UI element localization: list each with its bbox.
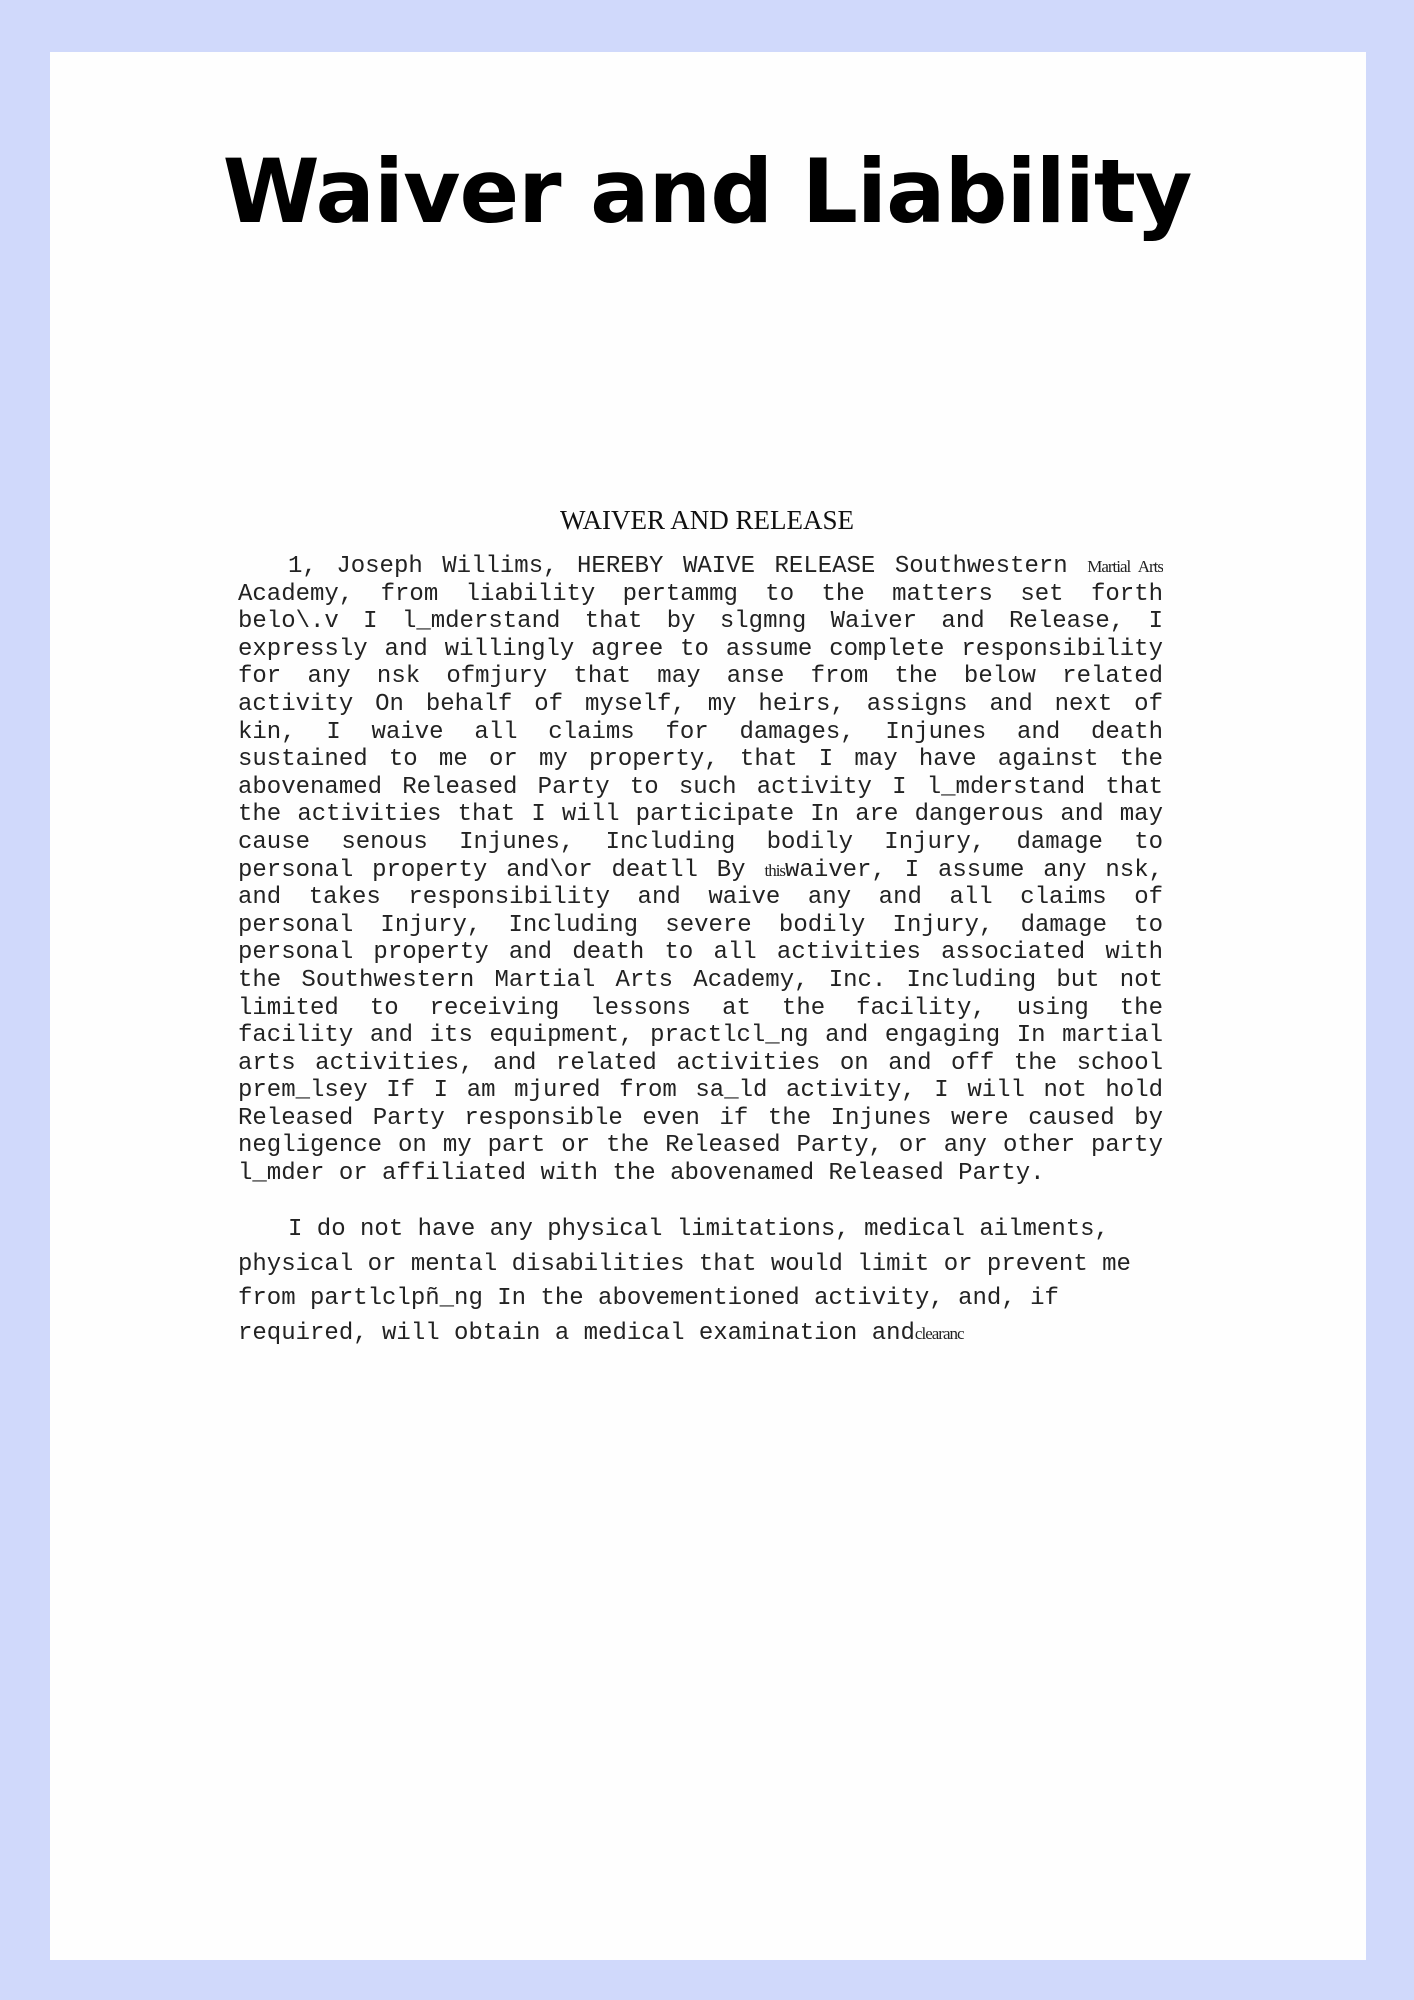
text-segment: I do not have any physical limitations, medical ailments, [288, 1216, 1109, 1243]
text-segment: kin, I waive all claims for damages, Injunes and death [238, 718, 1163, 746]
text-segment: l_mder or affiliated with the abovenamed Released Party. [238, 1160, 1045, 1188]
text-segment: belo\.v I l_mderstand that by slgmng Waiver and Release, I [238, 608, 1163, 636]
text-segment: negligence on my part or the Released Party, or any other party [238, 1132, 1163, 1160]
text-line [238, 857, 1163, 885]
text-line [238, 746, 1163, 774]
text-line [238, 719, 1163, 747]
text-line [238, 1132, 1163, 1160]
text-segment: waiver, I assume any nsk, [785, 856, 1163, 884]
text-segment: this [764, 860, 786, 880]
text-segment: for any nsk ofmjury that may anse from the below related [238, 663, 1163, 691]
medical-paragraph [238, 1213, 1163, 1352]
text-line [238, 636, 1163, 664]
text-segment: prem_lsey If I am mjured from sa_ld activity, I will not hold [238, 1077, 1163, 1105]
text-segment: activity On behalf of myself, my heirs, assigns and next of [238, 690, 1163, 718]
text-segment: clearanc [914, 1324, 964, 1344]
text-segment: personal property and death to all activities associated with [238, 939, 1163, 967]
text-segment: abovenamed Released Party to such activity I l_mderstand that [238, 773, 1163, 801]
text-line [238, 939, 1163, 967]
text-segment: sustained to me or my property, that I may have against the [238, 746, 1163, 774]
text-line [238, 829, 1163, 857]
text-segment: required, will obtain a medical examination and [238, 1320, 915, 1348]
text-line [238, 553, 1163, 581]
text-line [238, 581, 1163, 609]
text-line [238, 995, 1163, 1023]
text-line [238, 1282, 1163, 1317]
text-segment: Academy, from liability pertammg to the matters set forth [238, 580, 1163, 608]
text-segment: from partlclpñ_ng In the abovementioned activity, and, if [238, 1285, 1059, 1313]
text-segment: limited to receiving lessons at the facility, using the [238, 994, 1163, 1022]
text-segment: the activities that I will participate In are dangerous and may [238, 801, 1163, 829]
text-segment: personal property and\or deatll By [238, 856, 765, 884]
text-segment: arts activities, and related activities on and off the school [238, 1049, 1163, 1077]
text-line [238, 1022, 1163, 1050]
page-title: Waiver and Liability [222, 140, 1192, 243]
text-segment: and takes responsibility and waive any and all claims of [238, 884, 1163, 912]
text-line [238, 663, 1163, 691]
text-line [238, 1317, 1163, 1352]
text-segment: facility and its equipment, practlcl_ng and engaging In martial [238, 1022, 1163, 1050]
text-line [238, 967, 1163, 995]
text-line [238, 1050, 1163, 1078]
text-line [238, 774, 1163, 802]
text-line [238, 801, 1163, 829]
text-segment: cause senous Injunes, Including bodily Injury, damage to [238, 828, 1163, 856]
text-segment: personal Injury, Including severe bodily Injury, damage to [238, 911, 1163, 939]
text-segment: Released Party responsible even if the Injunes were caused by [238, 1104, 1163, 1132]
text-segment: 1, Joseph Willims, HEREBY WAIVE RELEASE Southwestern [288, 553, 1088, 580]
text-line [238, 691, 1163, 719]
text-line [238, 1213, 1163, 1248]
text-segment: physical or mental disabilities that would limit or prevent me [238, 1250, 1131, 1278]
text-line [238, 1077, 1163, 1105]
text-segment: Martial Arts [1087, 557, 1163, 576]
text-line [238, 1160, 1163, 1188]
waiver-paragraph [238, 553, 1163, 1188]
text-line [238, 884, 1163, 912]
text-line [238, 1105, 1163, 1133]
text-segment: the Southwestern Martial Arts Academy, Inc. Including but not [238, 966, 1163, 994]
document-heading: WAIVER AND RELEASE [560, 505, 854, 535]
text-line [238, 608, 1163, 636]
text-segment: expressly and willingly agree to assume complete responsibility [238, 635, 1163, 663]
text-line [238, 1248, 1163, 1283]
text-line [238, 912, 1163, 940]
